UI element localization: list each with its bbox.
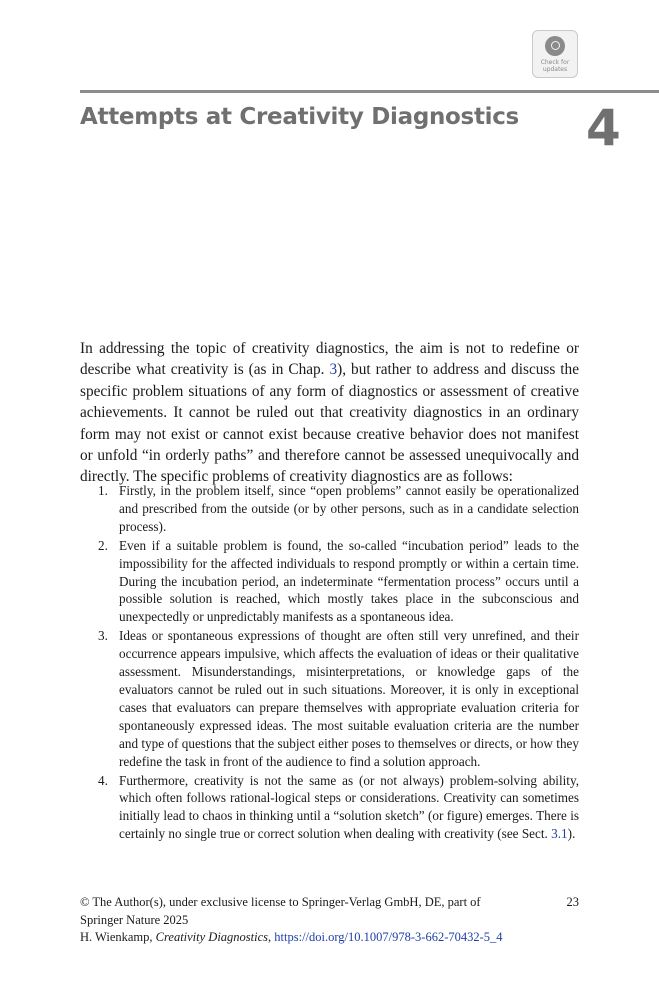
intro-paragraph	[80, 338, 579, 488]
check-for-updates-badge[interactable]	[532, 30, 578, 78]
badge-label-1: Check for	[540, 59, 570, 66]
badge-label-2: updates	[542, 66, 568, 73]
citation-book-title: Creativity Diagnostics	[155, 930, 269, 944]
list-item-text: Firstly, in the problem itself, since “open problems” cannot easily be operationalized and prescribed from the outside (or by other persons, such as in a candidate selection process).	[119, 483, 579, 534]
citation-separator: ,	[268, 930, 275, 944]
list-item-number: 2.	[98, 537, 108, 553]
header-rule	[80, 90, 659, 93]
list-item-text: Furthermore, creativity is not the same as (or not always) problem-solving ability, which often follows rational-logical steps or considerations. Creativity can sometimes initially lead to chaos in thinking until a “solution sketch” (or figure) emerges. There is certainly no single true or correct solution when dealing with creativity (see Sect.	[119, 772, 579, 842]
list-item-text: Even if a suitable problem is found, the so-called “incubation period” leads to the impossibility for the affected individuals to respond promptly or within a certain time. During the incubation period, an indeterminate “fermentation process” occurs until a possible solution is reached, which mostly takes place in the subconscious and unexpectedly or unpredictably manifests as a spontaneous idea.	[119, 537, 579, 625]
citation-line	[80, 929, 579, 947]
list-item-number: 4.	[98, 772, 108, 788]
chapter-reference-link[interactable]: 3	[329, 361, 338, 379]
doi-link[interactable]: https://doi.org/10.1007/978-3-662-70432-5_4	[274, 930, 503, 944]
check-updates-icon	[545, 36, 565, 56]
list-item-number: 3.	[98, 628, 108, 644]
list-item	[80, 482, 579, 536]
list-item-text: Ideas or spontaneous expressions of thought are often still very unrefined, and their occurrence appears impulsive, which affects the evaluation of ideas or their qualitative assessment. Misunderstandings, misinterpretations, or knowledge gaps of the evaluators cannot be ruled out in such situations. Moreover, it is only in exceptional cases that evaluators can prepare themselves with appropriate evaluation criteria for spontaneously expressed ideas. The most suitable evaluation criteria are the number and type of questions that the subject either poses to themselves or directs, or how they redefine the task in front of the audience to find a solution approach.	[119, 628, 579, 769]
citation-author: H. Wienkamp,	[80, 930, 156, 944]
chapter-number: 4	[586, 99, 621, 157]
list-item	[80, 537, 579, 627]
list-item	[80, 772, 579, 844]
footer	[80, 894, 579, 947]
intro-text-1: In addressing the topic of creativity diagnostics, the aim is not to redefine or describe what creativity is (as in Chap.	[80, 340, 579, 379]
list-item-number: 1.	[98, 483, 108, 498]
section-reference-link[interactable]: 3.1	[551, 826, 568, 842]
list-item-text-tail: ).	[567, 826, 576, 842]
page-number: 23	[566, 895, 579, 909]
problems-list	[80, 482, 579, 844]
chapter-title: Attempts at Creativity Diagnostics	[80, 104, 519, 130]
list-item	[80, 627, 579, 770]
intro-text-2: ), but rather to address and discuss the specific problem situations of any form of diagnostics or assessment of creative achievements. It cannot be ruled out that creativity diagnostics in an ordinary form may not exist or cannot exist because creative behavior does not manifest or unfold “in orderly paths” and therefore cannot be assessed unequivocally and directly. The specific problems of creativity diagnostics are as follows:	[80, 361, 579, 486]
copyright-line-1: © The Author(s), under exclusive license to Springer-Verlag GmbH, DE, part of	[80, 895, 481, 909]
copyright-line-2: Springer Nature 2025	[80, 912, 189, 927]
